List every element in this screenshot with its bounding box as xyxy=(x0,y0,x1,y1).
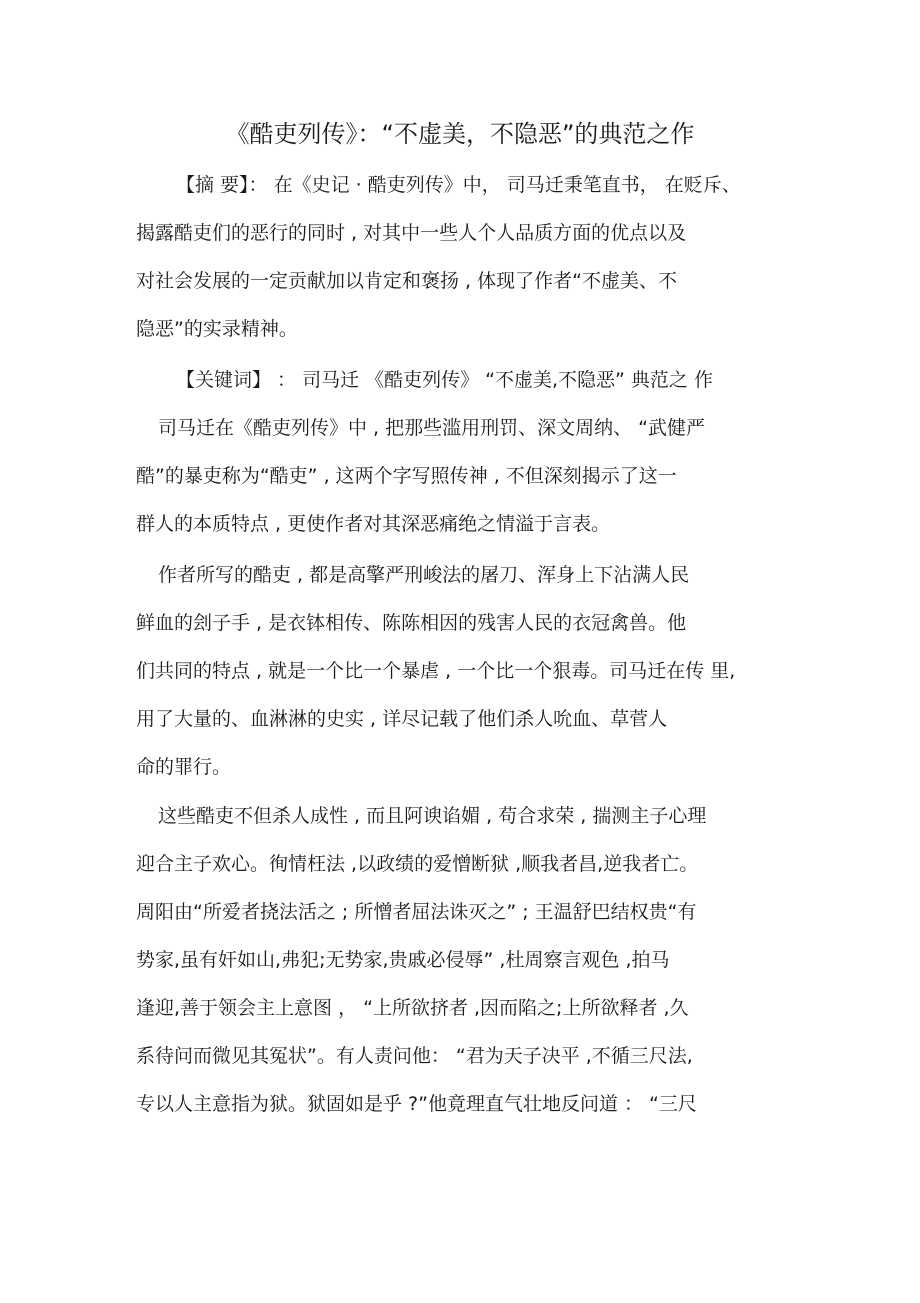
paragraph-3-line-7: 专以人主意指为狱。狱固如是乎 ?”他竟理直气壮地反问道 ： “三尺 xyxy=(136,1093,697,1115)
paragraph-2-line-4: 用了大量的、血淋淋的史实 , 详尽记载了他们杀人吮血、草菅人 xyxy=(136,708,668,730)
paragraph-2-line-1: 作者所写的酷吏 , 都是高擎严刑峻法的屠刀、浑身上下沾满人民 xyxy=(158,564,690,586)
paragraph-3-line-6: 系待问而微见其冤状”。有人责问他： “君为天子决平 ,不循三尺法, xyxy=(136,1045,693,1067)
paragraph-3-line-5: 逢迎,善于领会主上意图 ， “上所欲挤者 ,因而陷之;上所欲释者 ,久 xyxy=(136,997,689,1019)
paragraph-1-line-1: 司马迁在《酷吏列传》中 , 把那些滥用刑罚、深文周纳、 “武健严 xyxy=(158,417,706,439)
abstract-line-1: 【摘 要】： 在《史记 · 酷吏列传》中， 司马迁秉笔直书， 在贬斥、 xyxy=(176,174,741,196)
document-title: 《酷吏列传》：“不虚美，不隐恶”的典范之作 xyxy=(225,120,695,148)
paragraph-2-line-3: 们共同的特点 , 就是一个比一个暴虐 , 一个比一个狠毒。司马迁在传 里, xyxy=(136,660,736,682)
paragraph-1-line-2: 酷”的暴吏称为“酷吏” , 这两个字写照传神 , 不但深刻揭示了这一 xyxy=(136,465,677,487)
paragraph-3-line-4: 势家,虽有奸如山,弗犯;无势家,贵戚必侵辱” ,杜周察言观色 ,拍马 xyxy=(136,949,670,971)
paragraph-2-line-5: 命的罪行。 xyxy=(136,756,232,778)
paragraph-3-line-3: 周阳由“所爱者挠法活之 ; 所憎者屈法诛灭之” ; 王温舒巴结权贵“有 xyxy=(136,901,697,923)
abstract-line-4: 隐恶”的实录精神。 xyxy=(136,318,298,340)
paragraph-1-line-3: 群人的本质特点 , 更使作者对其深恶痛绝之情溢于言表。 xyxy=(136,513,611,535)
paragraph-3-line-1: 这些酷吏不但杀人成性 , 而且阿谀谄媚 , 苟合求荣 , 揣测主子心理 xyxy=(158,805,707,827)
abstract-line-2: 揭露酷吏们的恶行的同时 , 对其中一些人个人品质方面的优点以及 xyxy=(136,222,687,244)
paragraph-2-line-2: 鲜血的刽子手 , 是衣钵相传、陈陈相因的残害人民的衣冠禽兽。他 xyxy=(136,612,687,634)
abstract-line-3: 对社会发展的一定贡献加以肯定和褒扬 , 体现了作者“不虚美、不 xyxy=(136,270,677,292)
keywords-line: 【关键词】 ： 司马迁 《酷吏列传》 “不虚美,不隐恶” 典范之 作 xyxy=(176,369,713,391)
paragraph-3-line-2: 迎合主子欢心。徇情枉法 ,以政绩的爱憎断狱 ,顺我者昌,逆我者亡。 xyxy=(136,853,699,875)
